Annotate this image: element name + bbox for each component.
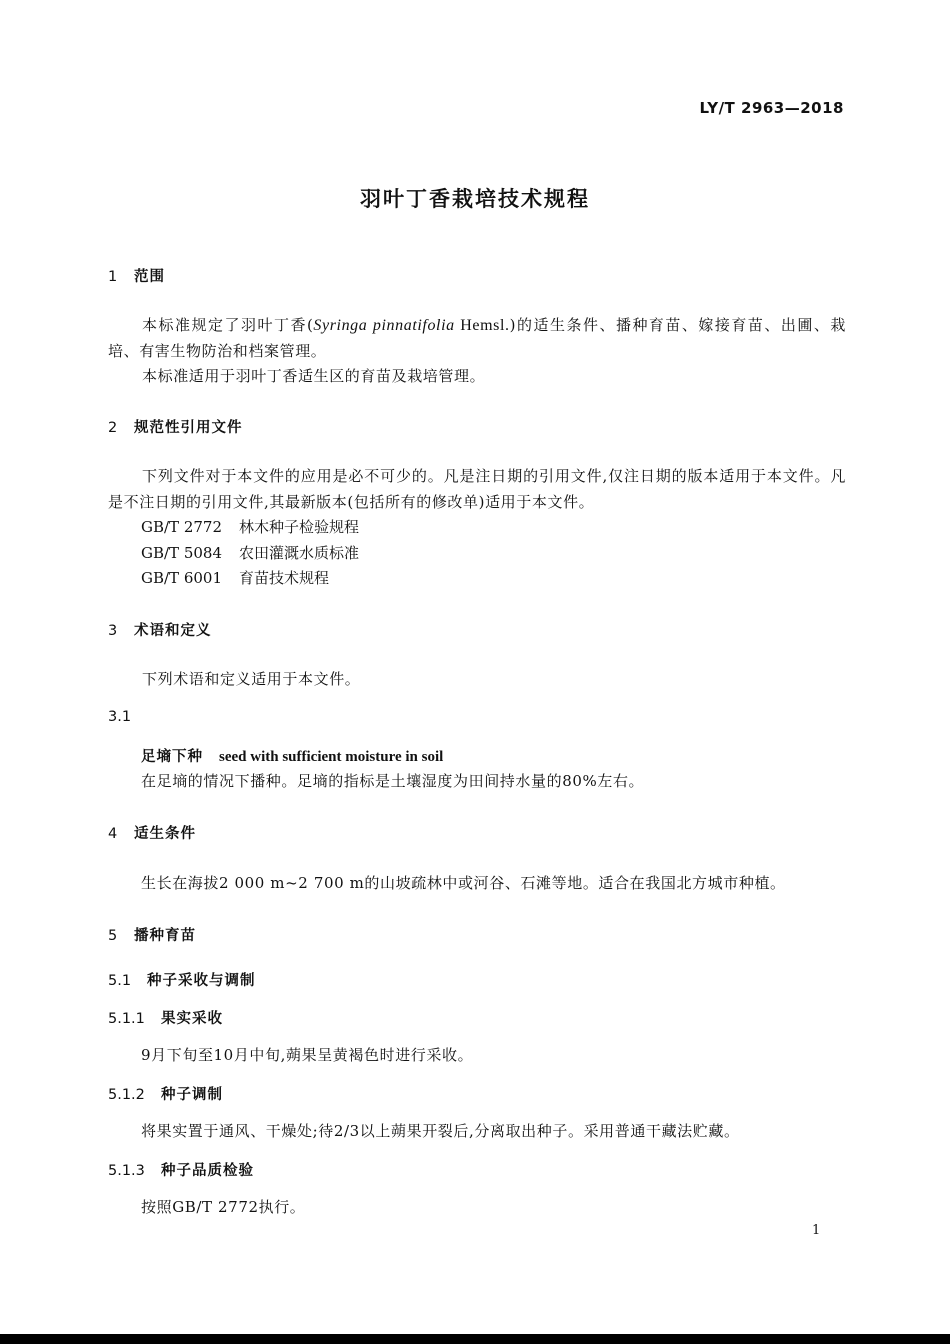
section-2-heading — [108, 416, 243, 437]
reference-item — [141, 541, 359, 566]
subsection-title: 种子采收与调制 — [147, 973, 256, 989]
section-5-heading — [108, 924, 196, 945]
reference-item — [141, 566, 329, 591]
reference-name: 育苗技术规程 — [239, 569, 330, 587]
section-title: 术语和定义 — [134, 623, 212, 639]
section-1-paragraph-1: 本标准规定了羽叶丁香(Syringa pinnatifolia Hemsl.)的适生条件、播种育苗、嫁接育苗、出圃、栽培、有害生物防治和档案管理。 — [108, 316, 846, 360]
section-4-paragraph-1: 生长在海拔2 000 m~2 700 m的山坡疏林中或河谷、石滩等地。适合在我国北方城市种植。 — [141, 874, 786, 892]
reference-item — [141, 515, 359, 540]
section-title: 规范性引用文件 — [134, 420, 243, 436]
reference-code: GB/T 5084 — [141, 544, 223, 562]
subsection-5-1-3-text: 按照GB/T 2772执行。 — [141, 1198, 306, 1216]
latin-author: Hemsl. — [454, 317, 510, 334]
document-title: 羽叶丁香栽培技术规程 — [360, 187, 590, 211]
bottom-border — [0, 1334, 950, 1344]
subsection-title: 果实采收 — [161, 1011, 223, 1027]
reference-code: GB/T 2772 — [141, 518, 223, 536]
latin-name: Syringa pinnatifolia — [313, 317, 455, 334]
section-title: 适生条件 — [134, 826, 196, 842]
subsection-5-1-heading — [108, 969, 256, 990]
subsection-5-1-2-text: 将果实置于通风、干燥处;待2/3以上蒴果开裂后,分离取出种子。采用普通干藏法贮藏。 — [141, 1122, 740, 1140]
section-4-heading — [108, 822, 196, 843]
subsection-5-1-2-heading — [108, 1083, 223, 1104]
section-number: 5 — [108, 928, 118, 944]
term-entry — [141, 745, 443, 766]
section-number: 3 — [108, 623, 118, 639]
section-3-paragraph-1: 下列术语和定义适用于本文件。 — [142, 670, 361, 688]
term-number: 3.1 — [108, 709, 132, 725]
section-3-heading — [108, 619, 212, 640]
reference-name: 农田灌溉水质标准 — [239, 544, 360, 562]
section-title: 播种育苗 — [134, 928, 196, 944]
term-english: seed with sufficient moisture in soil — [219, 749, 444, 765]
term-definition: 在足墒的情况下播种。足墒的指标是土壤湿度为田间持水量的80%左右。 — [141, 772, 645, 790]
section-1-heading — [108, 265, 165, 286]
subsection-number: 5.1.3 — [108, 1163, 145, 1179]
subsection-number: 5.1 — [108, 973, 132, 989]
section-title: 范围 — [134, 269, 165, 285]
reference-code: GB/T 6001 — [141, 569, 223, 587]
standard-code: LY/T 2963—2018 — [699, 99, 844, 117]
subsection-5-1-3-heading — [108, 1159, 254, 1180]
page-number: 1 — [812, 1223, 821, 1238]
reference-name: 林木种子检验规程 — [239, 518, 360, 536]
section-number: 4 — [108, 826, 118, 842]
section-number: 2 — [108, 420, 118, 436]
term-chinese: 足墒下种 — [141, 749, 203, 765]
subsection-5-1-1-text: 9月下旬至10月中旬,蒴果呈黄褐色时进行采收。 — [141, 1046, 474, 1064]
section-1-paragraph-2: 本标准适用于羽叶丁香适生区的育苗及栽培管理。 — [142, 367, 486, 385]
section-2-paragraph-1: 下列文件对于本文件的应用是必不可少的。凡是注日期的引用文件,仅注日期的版本适用于本文件。凡是不注日期的引用文件,其最新版本(包括所有的修改单)适用于本文件。 — [108, 467, 846, 511]
subsection-5-1-1-heading — [108, 1007, 223, 1028]
section-number: 1 — [108, 269, 118, 285]
subsection-number: 5.1.1 — [108, 1011, 145, 1027]
subsection-title: 种子调制 — [161, 1087, 223, 1103]
subsection-title: 种子品质检验 — [161, 1163, 254, 1179]
subsection-number: 5.1.2 — [108, 1087, 145, 1103]
